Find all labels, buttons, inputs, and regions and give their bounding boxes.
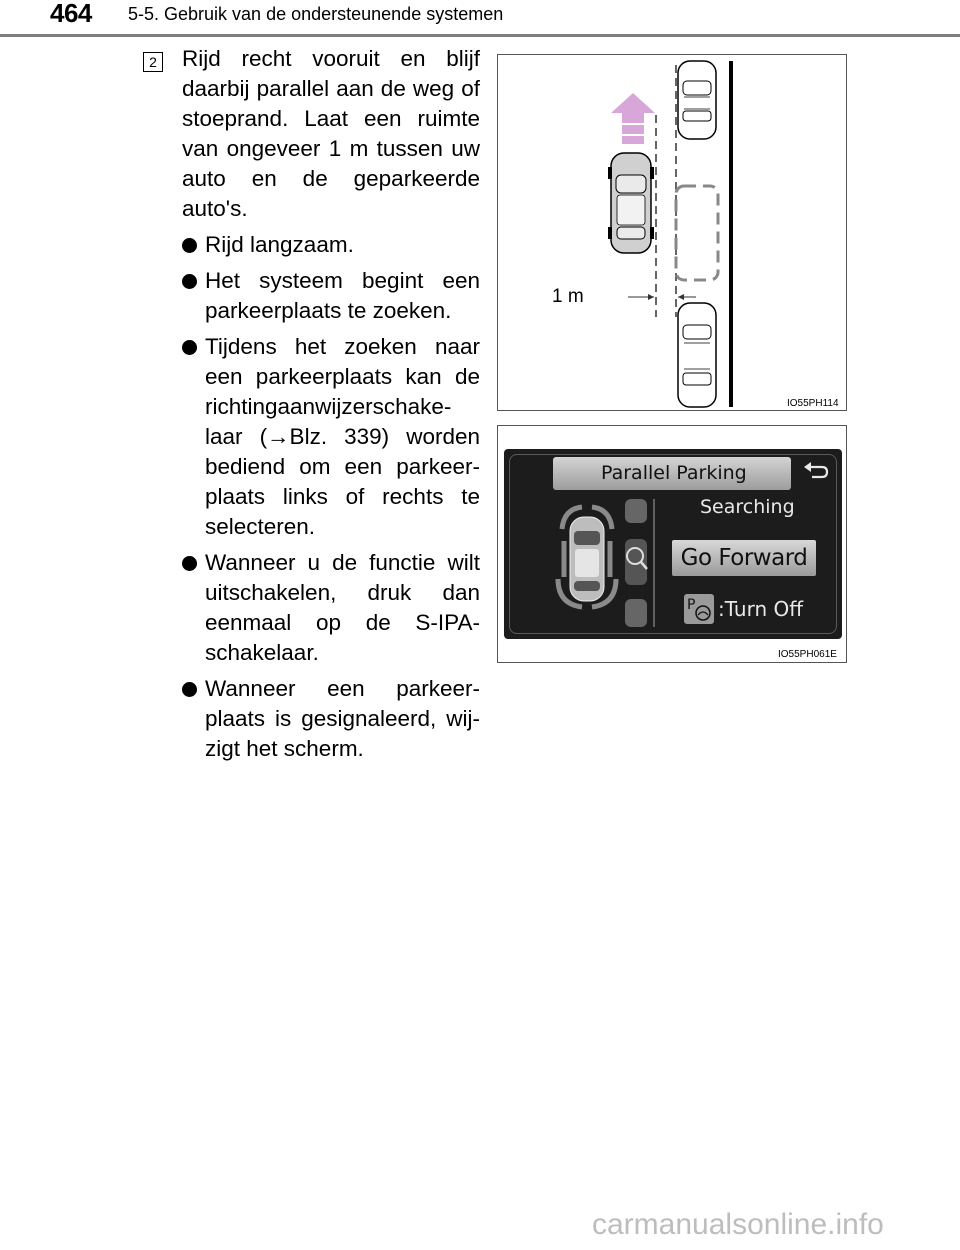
own-car xyxy=(608,153,654,253)
svg-text:P: P xyxy=(687,597,696,613)
list-item xyxy=(182,230,480,260)
step-number-badge: 2 xyxy=(143,52,163,72)
forward-arrow-icon xyxy=(611,93,655,144)
header-rule xyxy=(0,34,960,37)
parked-car-front xyxy=(678,61,716,139)
bullet-text: Rijd langzaam. xyxy=(205,232,354,257)
list-item xyxy=(182,674,480,764)
section-title: 5-5. Gebruik van de ondersteunende systemen xyxy=(128,4,504,24)
bullet-text: Wanneer een parkeer- plaats is gesignaleerd, wij- zigt het scherm. xyxy=(205,676,480,761)
bullet-icon xyxy=(182,682,197,697)
screen-title-bar: Parallel Parking xyxy=(553,457,791,490)
bullet-icon xyxy=(182,274,197,289)
bullet-text: Het systeem begint een parkeerplaats te zoeken. xyxy=(205,268,480,323)
bullet-icon xyxy=(182,340,197,355)
step-text: Rijd recht vooruit en blijf daarbij parallel aan de weg of stoeprand. Laat een ruimte van ongeveer 1 m tussen uw auto en de geparkeerde auto's. xyxy=(182,46,480,221)
bullet-text: Tijdens het zoeken naar een parkeerplaats kan de richtingaanwijzerschake- laar (→Blz. 339) worden bediend om een parkeer- plaats links of rechts te selecteren. xyxy=(205,334,480,539)
turn-off-hint xyxy=(684,593,803,625)
parking-space xyxy=(676,186,718,280)
parked-car-rear xyxy=(678,303,716,407)
bullet-icon xyxy=(182,238,197,253)
bullet-text: Wanneer u de functie wilt uitschakelen, druk dan eenmaal op de S-IPA- schakelaar. xyxy=(205,550,480,665)
back-arrow-icon xyxy=(800,459,830,483)
figure-code: IO55PH061E xyxy=(778,649,837,660)
bullet-icon xyxy=(182,556,197,571)
list-item xyxy=(182,332,480,542)
page-number: 464 xyxy=(50,0,92,28)
list-item xyxy=(182,548,480,668)
parking-diagram-art xyxy=(498,55,848,412)
step-body xyxy=(182,44,480,770)
distance-label: 1 m xyxy=(552,286,584,307)
status-text: Searching xyxy=(700,496,795,518)
list-item xyxy=(182,266,480,326)
watermark: carmanualsonline.info xyxy=(592,1208,884,1241)
go-forward-message: Go Forward xyxy=(672,540,816,576)
parking-switch-icon xyxy=(684,594,714,624)
bullet-list xyxy=(182,230,480,764)
turn-off-label: :Turn Off xyxy=(718,597,804,621)
figure-code: IO55PH114 xyxy=(787,398,839,409)
parking-diagram xyxy=(497,54,847,411)
